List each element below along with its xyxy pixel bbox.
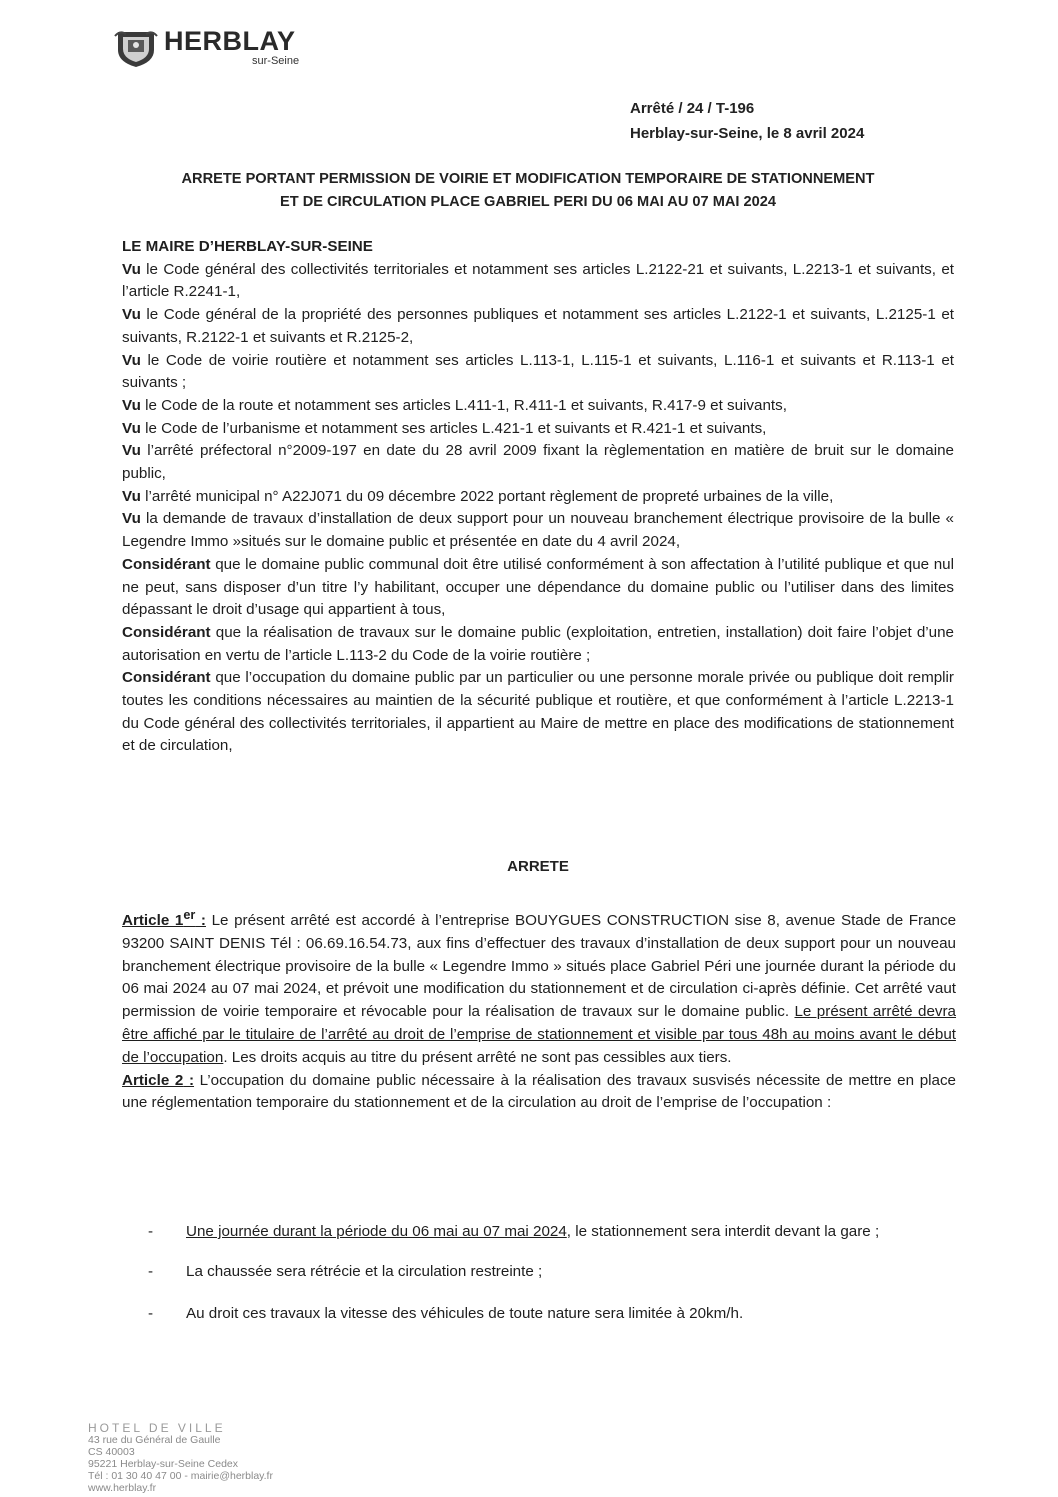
title-line-1: ARRETE PORTANT PERMISSION DE VOIRIE ET MODIFICATION TEMPORAIRE DE STATIONNEMENT: [181, 171, 875, 187]
list-item: [148, 1296, 958, 1332]
considerant-text: que l’occupation du domaine public par un particulier ou une personne morale privée ou publique doit remplir toutes les conditions nécessaires au maintien de la sécurité publique et routière, et que conformément à l’article L.2213-1 du Code général des collectivités territoriales, il appartient au Maire de mettre en place des modifications de stationnement et de circulation,: [122, 669, 954, 755]
decree-heading: ARRETE: [507, 858, 569, 875]
vu-text: le Code de la route et notamment ses articles L.411-1, R.411-1 et suivants, R.417-9 et suivants,: [145, 396, 787, 414]
articles: [122, 904, 956, 1115]
vu-keyword: Vu: [122, 442, 141, 460]
logo-subtitle: sur-Seine: [252, 55, 300, 67]
city-logo: [114, 28, 299, 68]
vu-text: le Code de l’urbanisme et notamment ses articles L.421-1 et suivants et R.421-1 et suivants,: [145, 419, 767, 437]
decree-reference: Arrêté / 24 / T-196: [630, 100, 755, 117]
considerant-paragraph: [122, 622, 954, 667]
considerant-paragraph: [122, 554, 954, 622]
list-item: [148, 1214, 958, 1250]
article-2-label: Article 2 :: [122, 1071, 195, 1089]
measures-list: [148, 1214, 958, 1332]
article-1-label: Article 1er :: [122, 908, 206, 930]
considerant-keyword: Considérant: [122, 555, 211, 573]
footer-line: HOTEL DE VILLE: [88, 1421, 226, 1435]
preamble: [122, 236, 954, 758]
footer-line: CS 40003: [88, 1446, 135, 1458]
vu-paragraph: [122, 440, 954, 485]
article-2: [122, 1070, 956, 1116]
footer-line: Tél : 01 30 40 47 00 - mairie@herblay.fr: [88, 1470, 273, 1482]
vu-paragraph: [122, 395, 954, 418]
vu-keyword: Vu: [122, 487, 141, 505]
vu-paragraph: [122, 486, 954, 509]
vu-keyword: Vu: [122, 306, 141, 324]
vu-text: l’arrêté municipal n° A22J071 du 09 décembre 2022 portant règlement de propreté urbaines de la ville,: [145, 487, 834, 505]
footer-address: [88, 1422, 418, 1494]
vu-keyword: Vu: [122, 510, 141, 528]
considerant-keyword: Considérant: [122, 669, 211, 687]
footer-line: 43 rue du Général de Gaulle: [88, 1434, 221, 1446]
considerant-text: que la réalisation de travaux sur le domaine public (exploitation, entretien, installation) doit faire l’objet d’une autorisation en vertu de l’article L.113-2 du Code de la voirie routière ;: [122, 623, 954, 664]
vu-text: le Code de voirie routière et notamment ses articles L.113-1, L.115-1 et suivants, L.116-1 et suivants et R.113-1 et suivants ;: [122, 351, 954, 392]
article-1-text: Le présent arrêté est accordé à l’entreprise BOUYGUES CONSTRUCTION sise 8, avenue Stade de France 93200 SAINT DENIS Tél : 06.69.16.54.73, aux fins d’effectuer des travaux d’installation de deux support pour un nouveau branchement électrique provisoire de la bulle « Legendre Immo » situés place Gabriel Péri une journée durant la période du 06 mai 2024 au 07 mai 2024, et prévoit une modification du stationnement et de circulation ci-après définie. Cet arrêté vaut permission de voirie temporaire et révocable pour la réalisation de travaux sur le domaine public.: [122, 912, 957, 1021]
article-1: [122, 904, 956, 1070]
herblay-crest-icon: [114, 28, 158, 68]
logo-name: HERBLAY: [164, 26, 296, 56]
list-item: [148, 1254, 958, 1290]
considerant-text: que le domaine public communal doit être utilisé conformément à son affectation à l’utilité publique et que nul ne peut, sans disposer d’un titre l’y habilitant, occuper une dépendance du domaine public ou l’utiliser dans des limites dépassant le droit d’usage qui appartient à tous,: [122, 555, 954, 619]
vu-text: l’arrêté préfectoral n°2009-197 en date du 28 avril 2009 fixant la règlementation en matière de bruit sur le domaine public,: [122, 442, 954, 483]
vu-text: le Code général de la propriété des personnes publiques et notamment ses articles L.2122-1 et suivants, L.2125-1 et suivants, R.2122-1 et suivants et R.2125-2,: [122, 306, 954, 346]
place-and-date: Herblay-sur-Seine, le 8 avril 2024: [630, 125, 865, 142]
vu-text: la demande de travaux d’installation de deux support pour un nouveau branchement électrique provisoire de la bulle « Legendre Immo »situés sur le domaine public et présentée en date du 4 avril 2024,: [122, 510, 954, 551]
reference-block: [630, 96, 864, 146]
vu-keyword: Vu: [122, 396, 141, 414]
footer-line: 95221 Herblay-sur-Seine Cedex: [88, 1458, 238, 1470]
vu-paragraph: [122, 418, 954, 441]
considerant-paragraph: [122, 667, 954, 758]
vu-paragraph: [122, 304, 954, 349]
article-1-display-notice: Le présent arrêté devra être affiché par le titulaire de l’arrêté au droit de l’emprise de stationnement et visible par tous 48h au moins avant le début de l’occupation: [122, 1003, 957, 1066]
vu-keyword: Vu: [122, 351, 141, 369]
bullet-1-text: , le stationnement sera interdit devant la gare ;: [566, 1223, 880, 1240]
footer-line: www.herblay.fr: [88, 1482, 157, 1494]
article-2-text: L’occupation du domaine public nécessaire à la réalisation des travaux susvisés nécessite de mettre en place une réglementation temporaire du stationnement et de la circulation au droit de l’emprise de l’occupation :: [122, 1071, 956, 1112]
title-line-2: ET DE CIRCULATION PLACE GABRIEL PERI DU 06 MAI AU 07 MAI 2024: [280, 194, 776, 210]
document-title: [118, 168, 938, 214]
vu-paragraph: [122, 350, 954, 395]
vu-keyword: Vu: [122, 419, 141, 437]
bullet-2-text: La chaussée sera rétrécie et la circulation restreinte ;: [186, 1263, 543, 1280]
bullet-3-text: Au droit ces travaux la vitesse des véhicules de toute nature sera limitée à 20km/h.: [186, 1305, 744, 1322]
article-1-sup: er: [183, 908, 196, 922]
vu-keyword: Vu: [122, 260, 141, 278]
article-1-text-end: . Les droits acquis au titre du présent arrêté ne sont pas cessibles aux tiers.: [223, 1048, 732, 1066]
vu-text: le Code général des collectivités territoriales et notamment ses articles L.2122-21 et suivants, L.2213-1 et suivants, et l’article R.2241-1,: [122, 260, 954, 301]
mayor-heading: LE MAIRE D’HERBLAY-SUR-SEINE: [122, 238, 373, 255]
dash-bullet: -: [148, 1223, 154, 1240]
vu-paragraph: [122, 259, 954, 304]
bullet-1-period: Une journée durant la période du 06 mai au 07 mai 2024: [186, 1223, 567, 1240]
dash-bullet: -: [148, 1305, 154, 1322]
vu-paragraph: [122, 508, 954, 553]
considerant-keyword: Considérant: [122, 623, 211, 641]
dash-bullet: -: [148, 1263, 154, 1280]
